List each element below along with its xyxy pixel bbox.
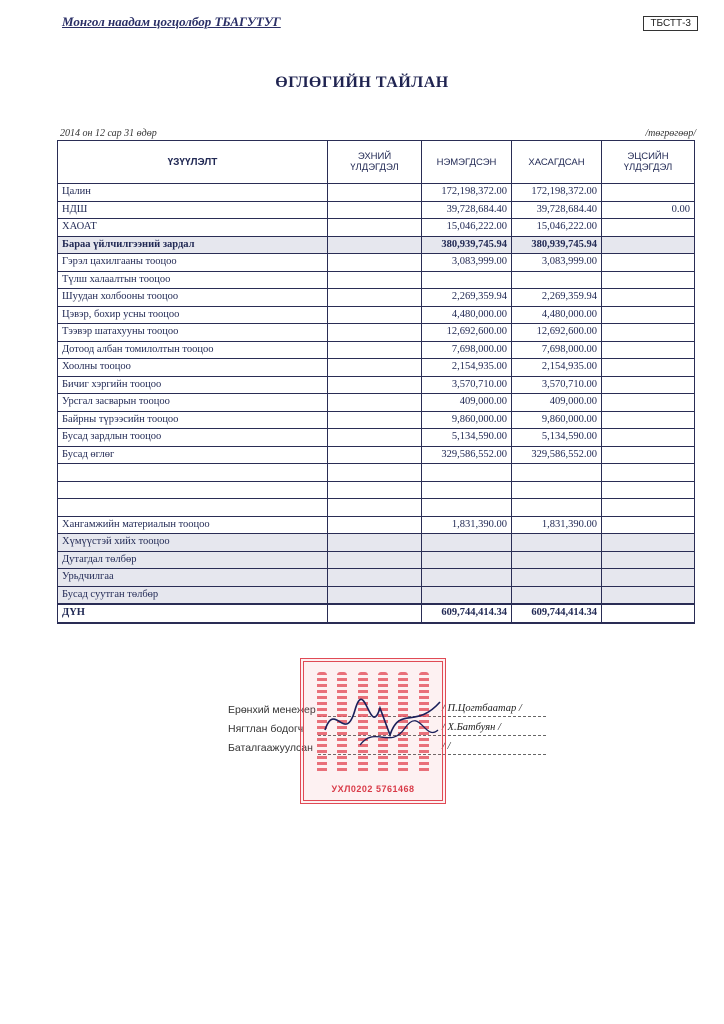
cell-label — [58, 464, 328, 482]
cell-opening — [328, 289, 422, 307]
cell-opening — [328, 376, 422, 394]
table-row — [58, 586, 695, 604]
manager-title: Ерөнхий менежер — [228, 704, 316, 716]
cell-opening — [328, 271, 422, 289]
cell-label: Шуудан холбооны тооцоо — [58, 289, 328, 307]
table-row — [58, 341, 695, 359]
cell-closing — [602, 534, 695, 552]
cell-opening — [328, 429, 422, 447]
table-header-row — [58, 141, 695, 184]
table-row — [58, 324, 695, 342]
table-row — [58, 271, 695, 289]
col-opening-line2: ҮЛДЭГДЭЛ — [350, 162, 399, 173]
cell-closing — [602, 289, 695, 307]
cell-label: Бусад зардлын тооцоо — [58, 429, 328, 447]
cell-label: Бичиг хэргийн тооцоо — [58, 376, 328, 394]
table-row — [58, 184, 695, 202]
cell-decrease: 172,198,372.00 — [512, 184, 602, 202]
cell-decrease: 9,860,000.00 — [512, 411, 602, 429]
cell-opening — [328, 569, 422, 587]
col-opening-line1: ЭХНИЙ — [357, 151, 392, 162]
cell-opening — [328, 464, 422, 482]
cell-opening — [328, 551, 422, 569]
cell-label: ХАОАТ — [58, 219, 328, 237]
cell-closing: 0.00 — [602, 201, 695, 219]
cell-closing — [602, 604, 695, 623]
cell-label: Тээвэр шатахууны тооцоо — [58, 324, 328, 342]
cell-closing — [602, 184, 695, 202]
cell-opening — [328, 201, 422, 219]
cell-closing — [602, 481, 695, 499]
table-body — [58, 184, 695, 623]
table-row — [58, 429, 695, 447]
col-increase: НЭМЭГДСЭН — [422, 141, 512, 184]
cell-label: Бусад өглөг — [58, 446, 328, 464]
cell-closing — [602, 551, 695, 569]
cell-increase — [422, 464, 512, 482]
cell-increase: 3,083,999.00 — [422, 254, 512, 272]
table-row — [58, 446, 695, 464]
cell-label — [58, 481, 328, 499]
table-row — [58, 499, 695, 517]
cell-closing — [602, 569, 695, 587]
table-row — [58, 411, 695, 429]
organization-name: Монгол наадам цогцолбор ТБАГУТУГ — [62, 14, 281, 29]
table-row — [58, 551, 695, 569]
col-closing-balance — [602, 141, 695, 184]
cell-label: Хүмүүстэй хийх тооцоо — [58, 534, 328, 552]
cell-increase: 4,480,000.00 — [422, 306, 512, 324]
col-closing-line2: ҮЛДЭГДЭЛ — [623, 162, 673, 173]
verified-name: / / — [442, 741, 451, 752]
cell-increase: 9,860,000.00 — [422, 411, 512, 429]
col-opening-balance — [328, 141, 422, 184]
cell-opening — [328, 481, 422, 499]
cell-opening — [328, 604, 422, 623]
cell-label: Бусад суутган төлбөр — [58, 586, 328, 604]
cell-label — [58, 499, 328, 517]
cell-opening — [328, 324, 422, 342]
cell-decrease: 329,586,552.00 — [512, 446, 602, 464]
cell-label: Дотоод албан томилолтын тооцоо — [58, 341, 328, 359]
cell-increase — [422, 534, 512, 552]
cell-decrease — [512, 551, 602, 569]
cell-decrease: 7,698,000.00 — [512, 341, 602, 359]
stamp-code: УХЛ0202 5761468 — [331, 784, 415, 794]
cell-label: Хангамжийн материалын тооцоо — [58, 516, 328, 534]
cell-decrease — [512, 569, 602, 587]
cell-closing — [602, 254, 695, 272]
cell-decrease: 2,154,935.00 — [512, 359, 602, 377]
cell-label: НДШ — [58, 201, 328, 219]
payables-table — [57, 140, 695, 624]
cell-decrease: 4,480,000.00 — [512, 306, 602, 324]
cell-increase: 3,570,710.00 — [422, 376, 512, 394]
cell-closing — [602, 586, 695, 604]
cell-opening — [328, 586, 422, 604]
handwritten-signature — [320, 690, 450, 760]
cell-decrease: 380,939,745.94 — [512, 236, 602, 254]
cell-increase: 2,154,935.00 — [422, 359, 512, 377]
cell-label: Цалин — [58, 184, 328, 202]
cell-increase: 409,000.00 — [422, 394, 512, 412]
cell-label: Байрны түрээсийн тооцоо — [58, 411, 328, 429]
cell-opening — [328, 219, 422, 237]
cell-decrease: 15,046,222.00 — [512, 219, 602, 237]
cell-label: Түлш халаалтын тооцоо — [58, 271, 328, 289]
table-row — [58, 516, 695, 534]
cell-increase — [422, 271, 512, 289]
cell-decrease — [512, 499, 602, 517]
cell-closing — [602, 324, 695, 342]
cell-decrease: 609,744,414.34 — [512, 604, 602, 623]
cell-decrease — [512, 481, 602, 499]
cell-closing — [602, 429, 695, 447]
table-row — [58, 534, 695, 552]
cell-increase: 15,046,222.00 — [422, 219, 512, 237]
cell-decrease: 3,083,999.00 — [512, 254, 602, 272]
cell-increase — [422, 481, 512, 499]
cell-label: Хоолны тооцоо — [58, 359, 328, 377]
table-row — [58, 569, 695, 587]
cell-closing — [602, 219, 695, 237]
accountant-title: Нягтлан бодогч — [228, 723, 304, 735]
cell-opening — [328, 236, 422, 254]
cell-closing — [602, 411, 695, 429]
cell-increase: 1,831,390.00 — [422, 516, 512, 534]
cell-opening — [328, 254, 422, 272]
table-row — [58, 306, 695, 324]
accountant-name: / Х.Батбуян / — [442, 722, 501, 733]
cell-opening — [328, 499, 422, 517]
cell-decrease: 1,831,390.00 — [512, 516, 602, 534]
table-row — [58, 604, 695, 623]
col-indicator: ҮЗҮҮЛЭЛТ — [58, 141, 328, 184]
cell-closing — [602, 394, 695, 412]
table-row — [58, 359, 695, 377]
cell-label: Цэвэр, бохир усны тооцоо — [58, 306, 328, 324]
cell-opening — [328, 516, 422, 534]
table-row — [58, 236, 695, 254]
cell-increase: 12,692,600.00 — [422, 324, 512, 342]
cell-closing — [602, 499, 695, 517]
cell-opening — [328, 534, 422, 552]
cell-opening — [328, 359, 422, 377]
table-row — [58, 464, 695, 482]
cell-closing — [602, 306, 695, 324]
table-row — [58, 219, 695, 237]
cell-opening — [328, 446, 422, 464]
cell-decrease — [512, 586, 602, 604]
cell-closing — [602, 464, 695, 482]
manager-name: / П.Цогтбаатар / — [442, 703, 522, 714]
cell-closing — [602, 359, 695, 377]
cell-increase: 609,744,414.34 — [422, 604, 512, 623]
table-row — [58, 289, 695, 307]
cell-opening — [328, 184, 422, 202]
cell-closing — [602, 341, 695, 359]
cell-decrease: 12,692,600.00 — [512, 324, 602, 342]
cell-label: Урсгал засварын тооцоо — [58, 394, 328, 412]
cell-opening — [328, 341, 422, 359]
table-row — [58, 481, 695, 499]
cell-increase: 39,728,684.40 — [422, 201, 512, 219]
table-row — [58, 394, 695, 412]
cell-label: Урьдчилгаа — [58, 569, 328, 587]
report-date: 2014 он 12 сар 31 өдөр — [60, 128, 157, 139]
cell-decrease — [512, 271, 602, 289]
verified-title: Баталгаажуулсан — [228, 742, 313, 754]
cell-increase — [422, 499, 512, 517]
col-decrease: ХАСАГДСАН — [512, 141, 602, 184]
cell-increase: 380,939,745.94 — [422, 236, 512, 254]
cell-closing — [602, 376, 695, 394]
cell-label: Бараа үйлчилгээний зардал — [58, 236, 328, 254]
cell-closing — [602, 516, 695, 534]
cell-decrease — [512, 534, 602, 552]
form-code: ТБСТТ-3 — [643, 16, 698, 31]
cell-increase: 5,134,590.00 — [422, 429, 512, 447]
cell-decrease: 3,570,710.00 — [512, 376, 602, 394]
cell-decrease: 39,728,684.40 — [512, 201, 602, 219]
currency-unit: /төгрөгөөр/ — [645, 128, 696, 139]
cell-decrease: 5,134,590.00 — [512, 429, 602, 447]
col-closing-line1: ЭЦСИЙН — [627, 151, 669, 162]
table-row — [58, 376, 695, 394]
cell-increase — [422, 586, 512, 604]
report-title: ӨГЛӨГИЙН ТАЙЛАН — [275, 74, 449, 91]
table-row — [58, 254, 695, 272]
cell-increase: 329,586,552.00 — [422, 446, 512, 464]
cell-increase: 2,269,359.94 — [422, 289, 512, 307]
cell-increase — [422, 551, 512, 569]
cell-decrease: 2,269,359.94 — [512, 289, 602, 307]
cell-increase: 172,198,372.00 — [422, 184, 512, 202]
table-row — [58, 201, 695, 219]
cell-label: Гэрэл цахилгааны тооцоо — [58, 254, 328, 272]
cell-label: ДҮН — [58, 604, 328, 623]
cell-decrease: 409,000.00 — [512, 394, 602, 412]
cell-closing — [602, 236, 695, 254]
cell-increase — [422, 569, 512, 587]
cell-decrease — [512, 464, 602, 482]
cell-opening — [328, 306, 422, 324]
cell-opening — [328, 411, 422, 429]
cell-closing — [602, 271, 695, 289]
cell-increase: 7,698,000.00 — [422, 341, 512, 359]
cell-opening — [328, 394, 422, 412]
cell-label: Дутагдал төлбөр — [58, 551, 328, 569]
cell-closing — [602, 446, 695, 464]
